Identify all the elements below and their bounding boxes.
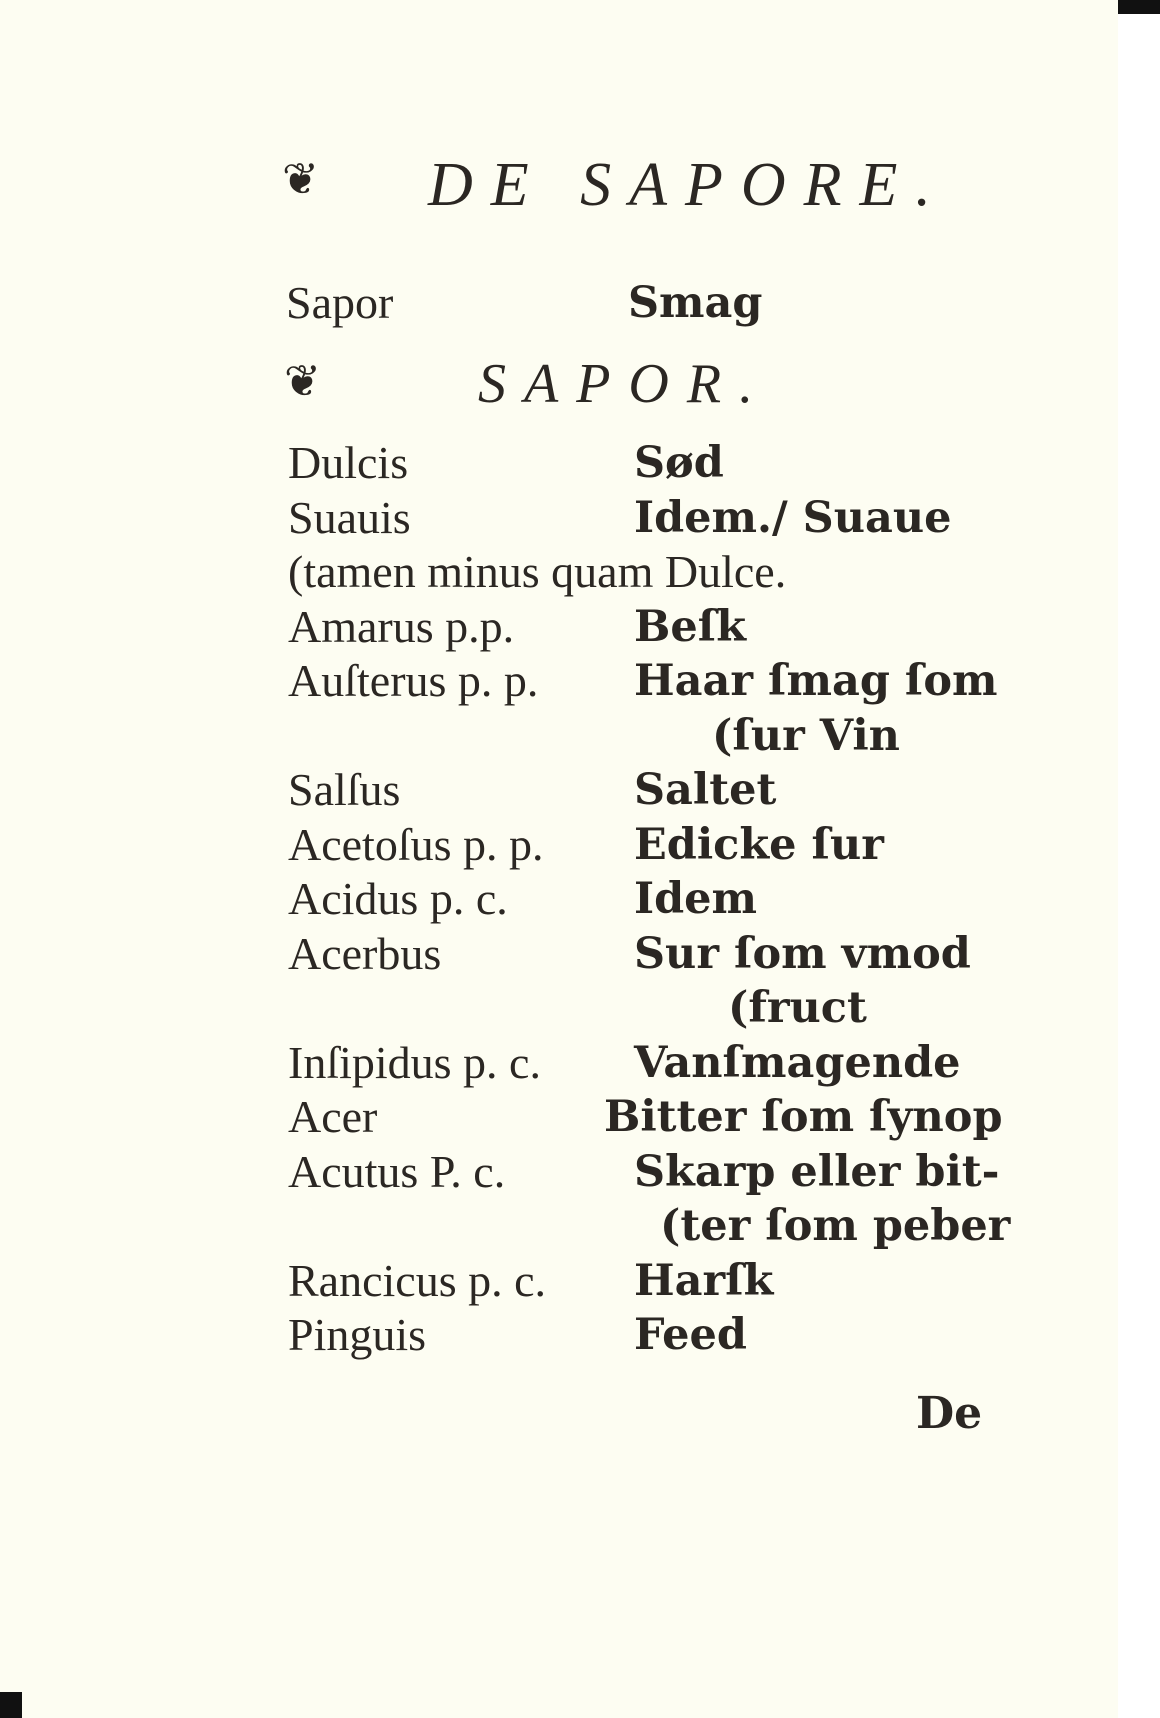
entry-latin: Dulcis xyxy=(288,437,409,488)
page-right-margin xyxy=(1118,0,1160,1718)
entry-danish: Bitter ſom ſynop xyxy=(604,1092,1003,1142)
entry-latin: (tamen minus quam Dulce. xyxy=(288,546,787,597)
entry-latin: Salſus xyxy=(288,764,401,815)
entry-latin: Acutus P. c. xyxy=(288,1146,506,1197)
page-title: DE SAPORE. xyxy=(428,151,949,219)
catchword: De xyxy=(916,1388,983,1439)
entry-latin: Pinguis xyxy=(288,1309,427,1360)
entry-danish: Feed xyxy=(634,1310,747,1360)
section-title: SAPOR. xyxy=(478,353,772,415)
entry-latin: Suauis xyxy=(288,492,411,543)
entry-latin: Auſterus p. p. xyxy=(288,655,539,706)
entry-danish: (ſur Vin xyxy=(712,711,900,761)
entry-danish: Harſk xyxy=(634,1256,774,1306)
entry-latin: Inſipidus p. c. xyxy=(288,1037,541,1088)
entry-danish: Idem./ Suaue xyxy=(634,493,952,543)
entry-danish: Beſk xyxy=(634,602,746,652)
entry-danish: Idem xyxy=(634,874,758,924)
entry-latin: Acer xyxy=(288,1091,378,1142)
entry-latin: Acidus p. c. xyxy=(288,873,508,924)
entry-danish: Haar ſmag ſom xyxy=(634,656,998,706)
entry-latin: Sapor xyxy=(286,277,394,328)
entry-danish: Vanſmagende xyxy=(634,1038,961,1088)
entry-danish: Sur ſom vmod xyxy=(634,929,971,979)
fleuron-icon: ❦ xyxy=(282,155,319,204)
entry-danish: Saltet xyxy=(634,765,777,815)
entry-danish: Sød xyxy=(634,438,724,488)
scan-corner-mark-top xyxy=(1118,0,1160,14)
entry-latin: Acetoſus p. p. xyxy=(288,819,544,870)
fleuron-icon: ❦ xyxy=(284,357,321,406)
entry-danish: (ter ſom peber xyxy=(660,1201,1011,1251)
scan-corner-mark-bottom xyxy=(0,1692,22,1718)
entry-latin: Acerbus xyxy=(288,928,442,979)
entry-danish: Smag xyxy=(628,278,763,328)
entry-danish: Edicke ſur xyxy=(634,820,884,870)
entry-danish: (fruct xyxy=(728,983,867,1033)
entry-latin: Amarus p.p. xyxy=(288,601,515,652)
entry-danish: Skarp eller bit- xyxy=(634,1147,1000,1197)
entry-latin: Rancicus p. c. xyxy=(288,1255,547,1306)
